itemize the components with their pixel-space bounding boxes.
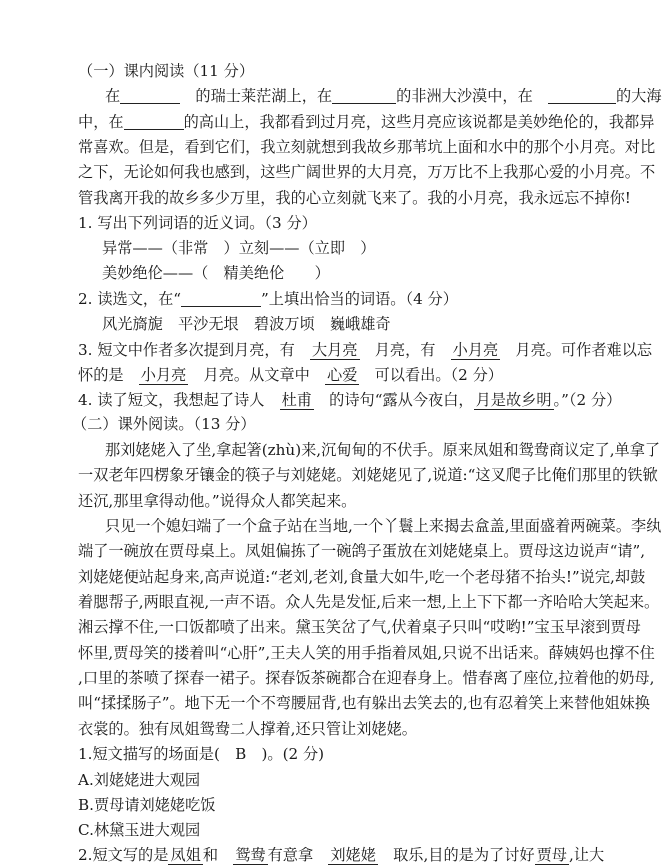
q4-answer2: 月是故乡明: [475, 391, 552, 409]
passage2-line: 怀里,贾母笑的搂着叫“心肝”,王夫人笑的用手指着凤姐,只说不出话来。薛姨妈也撑不住: [78, 644, 655, 662]
passage2-line: 端了一碗放在贾母桌上。凤姐偏拣了一碗鸽子蛋放在刘姥姥桌上。贾母这边说声“请”,: [78, 542, 646, 560]
passage2-line: 湘云撑不住,一口饭都喷了出来。黛玉笑岔了气,伏着桌子只叫“哎哟!”宝玉早滚到贾母: [78, 618, 641, 636]
q1-answer2: 美妙绝伦——（ 精美绝伦 ）: [102, 264, 330, 282]
fill-blank[interactable]: [124, 114, 184, 130]
q4-line: 4. 读了短文，我想起了诗人 杜甫 的诗句“露从今夜白， 月是故乡明 。”（2 分）: [78, 391, 622, 409]
passage1-line2: 中，在 的高山上，我都看到过月亮，这些月亮应该说都是美妙绝伦的，我都异: [78, 113, 655, 131]
passage1-line3: 常喜欢。但是，看到它们，我立刻就想到我故乡那苇坑上面和水中的那个小月亮。对比: [78, 138, 656, 156]
q3-line2: 怀的是 小月亮 月亮。从文章中 心爱 可以看出。（2 分）: [78, 366, 503, 384]
passage1-line4: 之下，无论如何我也感到，这些广阔世界的大月亮，万万比不上我那心爱的小月亮。不: [78, 163, 656, 181]
passage2-line: 叫“揉揉肠子”。地下无一个不弯腰屈背,也有躲出去笑去的,也有忍着笑上来替他姐妹换: [78, 694, 650, 712]
fill-blank[interactable]: [120, 88, 180, 104]
s2-q1-option-b: B.贾母请刘姥姥吃饭: [78, 796, 216, 814]
passage1-line5: 管我离开我的故乡多少万里，我的心立刻就飞来了。我的小月亮，我永远忘不掉你!: [78, 189, 631, 207]
passage1-line1: 在 的瑞士莱茫湖上，在 的非洲大沙漠中，在 的大海: [105, 87, 662, 105]
passage2-line: 那刘姥姥入了坐,拿起箸(zhù)来,沉甸甸的不伏手。原来凤姐和鸳鸯商议定了,单拿了: [105, 441, 661, 459]
passage2-line: 衣裳的。独有凤姐鸳鸯二人撑着,还只管让刘姥姥。: [78, 720, 417, 738]
q3-answer2: 小月亮: [452, 341, 499, 359]
q3-answer3: 小月亮: [140, 366, 187, 384]
fill-blank[interactable]: [181, 291, 261, 307]
passage2-line: 只见一个媳妇端了一个盒子站在当地,一个丫鬟上来揭去盒盖,里面盛着两碗菜。李纨: [105, 517, 662, 535]
s2-q2-answer3: 刘姥姥: [330, 846, 376, 864]
s2-q2-answer4: 贾母: [536, 846, 567, 864]
q3-answer1: 大月亮: [311, 341, 358, 359]
s2-q1-prompt: 1.短文描写的场面是( B )。(2 分): [78, 745, 325, 763]
passage2-line: 还沉,那里拿得动他。”说得众人都笑起来。: [78, 492, 357, 510]
q3-answer4: 心爱: [327, 366, 358, 384]
q4-answer1: 杜甫: [281, 391, 312, 409]
passage2-line: 一双老年四楞象牙镶金的筷子与刘姥姥。刘姥姥见了,说道:“这叉爬子比俺们那里的铁锨: [78, 466, 658, 484]
section1-title: （一）课内阅读（11 分）: [78, 62, 255, 80]
section2-title: （二）课外阅读。（13 分）: [72, 415, 256, 433]
s2-q1-option-c: C.林黛玉进大观园: [78, 821, 201, 839]
passage2-line: 着腮帮子,两眼直视,一声不语。众人先是发怔,后来一想,上上下下都一齐哈哈大笑起来。: [78, 593, 660, 611]
fill-blank[interactable]: [332, 88, 396, 104]
q2-prompt: 2. 读选文，在“ ”上填出恰当的词语。（4 分）: [78, 290, 458, 308]
fill-blank[interactable]: [548, 88, 616, 104]
q3-line1: 3. 短文中作者多次提到月亮，有 大月亮 月亮，有 小月亮 月亮。可作者难以忘: [78, 341, 653, 359]
q2-word-bank: 风光旖旎 平沙无垠 碧波万顷 巍峨雄奇: [102, 315, 391, 333]
s2-q2-answer1: 凤姐: [170, 846, 201, 864]
q1-prompt: 1. 写出下列词语的近义词。（3 分）: [78, 214, 317, 232]
q1-answer1: 异常——（非常 ）立刻——（立即 ）: [102, 239, 376, 257]
s2-q2-line: 2.短文写的是 凤姐 和 鸳鸯 有意拿 刘姥姥 取乐,目的是为了讨好 贾母 ,让大: [78, 846, 605, 864]
passage2-line: 刘姥姥便站起身来,高声说道:“老刘,老刘,食量大如牛,吃一个老母猪不抬头!”说完,却鼓: [78, 568, 646, 586]
s2-q2-answer2: 鸳鸯: [235, 846, 266, 864]
passage2-line: ,口里的茶喷了探春一裙子。探春饭茶碗都合在迎春身上。惜春离了座位,拉着他的奶母,: [78, 669, 655, 687]
s2-q1-option-a: A.刘姥姥进大观园: [78, 771, 201, 789]
